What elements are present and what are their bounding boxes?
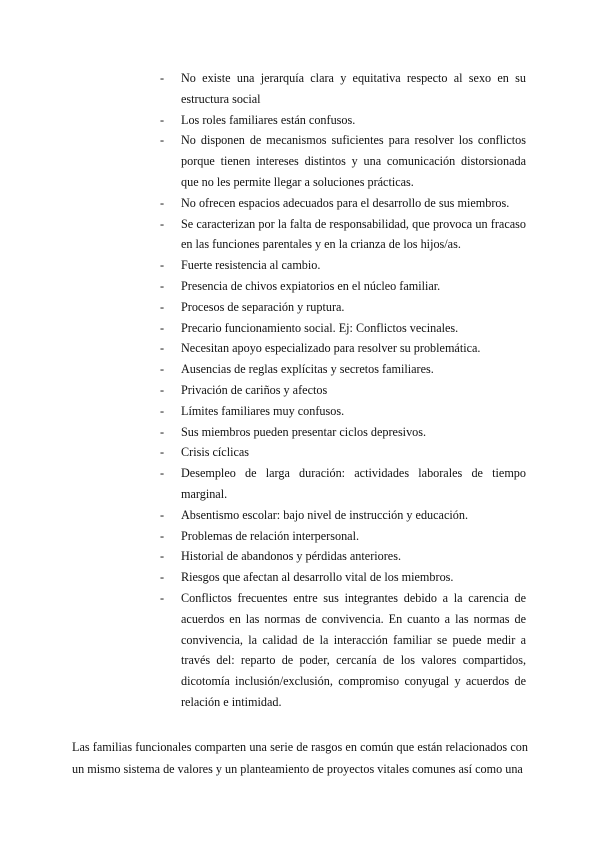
list-item (160, 318, 526, 339)
bullet-dash: - (160, 528, 165, 543)
list-item-text: Privación de cariños y afectos (181, 382, 328, 397)
bullet-dash: - (160, 362, 165, 377)
list-item (160, 588, 526, 713)
bullet-dash: - (160, 278, 165, 293)
bullet-dash: - (160, 570, 165, 585)
list-item-text: Procesos de separación y ruptura. (181, 299, 345, 314)
list-item (160, 110, 526, 131)
list-item-text: Conflictos frecuentes entre sus integrantes debido a la carencia de acuerdos en las normas de convivencia. En cuanto a las normas de convivencia, la calidad de la interacción familiar se puede medir a través del: reparto de poder, cercanía de los valores compartidos, dicotomía inclusión/exclusión, compromiso conyugal y acuerdos de relación e intimidad. (181, 590, 526, 709)
list-item (160, 359, 526, 380)
list-item (160, 276, 526, 297)
list-item-text: No disponen de mecanismos suficientes para resolver los conflictos porque tienen intereses distintos y una comunicación distorsionada que no les permite llegar a soluciones prácticas. (181, 133, 526, 189)
bullet-dash: - (160, 403, 165, 418)
list-item-text: Historial de abandonos y pérdidas anteriores. (181, 549, 401, 564)
list-item (160, 505, 526, 526)
bullet-dash: - (160, 71, 165, 85)
bullet-dash: - (160, 133, 165, 148)
list-item-text: Los roles familiares están confusos. (181, 112, 356, 127)
list-item (160, 463, 526, 505)
list-item-text: No existe una jerarquía clara y equitativa respecto al sexo en su estructura social (181, 71, 526, 106)
list-item (160, 422, 526, 443)
list-item (160, 567, 526, 588)
list-item (160, 214, 526, 256)
list-item-text: Crisis cíclicas (181, 445, 250, 460)
list-item (160, 255, 526, 276)
list-item-text: Problemas de relación interpersonal. (181, 528, 360, 543)
bullet-dash: - (160, 445, 165, 460)
bullet-dash: - (160, 590, 165, 605)
list-item (160, 68, 526, 110)
bullet-dash: - (160, 195, 165, 210)
list-item-text: Límites familiares muy confusos. (181, 403, 345, 418)
list-item (160, 401, 526, 422)
list-item (160, 338, 526, 359)
list-item-text: No ofrecen espacios adecuados para el desarrollo de sus miembros. (181, 195, 510, 210)
bullet-dash: - (160, 424, 165, 439)
list-item-text: Presencia de chivos expiatorios en el núcleo familiar. (181, 278, 441, 293)
list-item-text: Se caracterizan por la falta de responsabilidad, que provoca un fracaso en las funciones parentales y en la crianza de los hijos/as. (181, 216, 526, 252)
bullet-dash: - (160, 382, 165, 397)
list-item-text: Precario funcionamiento social. Ej: Conflictos vecinales. (181, 320, 459, 335)
list-item (160, 526, 526, 547)
list-item (160, 130, 526, 192)
bullet-dash: - (160, 507, 165, 522)
list-item (160, 193, 526, 214)
list-item-text: Fuerte resistencia al cambio. (181, 258, 321, 273)
list-item-text: Desempleo de larga duración: actividades laborales de tiempo marginal. (181, 466, 526, 501)
list-item-text: Sus miembros pueden presentar ciclos depresivos. (181, 424, 427, 439)
list-item (160, 442, 526, 463)
functional-families-paragraph: Las familias funcionales comparten una serie de rasgos en común que están relacionados con un mismo sistema de valores y un planteamiento de proyectos vitales comunes así como una (72, 740, 528, 776)
bullet-dash: - (160, 299, 165, 314)
bullet-dash: - (160, 112, 165, 127)
bullet-dash: - (160, 216, 165, 231)
list-item-text: Absentismo escolar: bajo nivel de instrucción y educación. (181, 507, 469, 522)
list-item-text: Necesitan apoyo especializado para resolver su problemática. (181, 341, 481, 356)
bullet-dash: - (160, 466, 165, 481)
bullet-dash: - (160, 258, 165, 273)
bullet-dash: - (160, 549, 165, 564)
bullet-dash: - (160, 341, 165, 356)
list-item (160, 380, 526, 401)
bullet-dash: - (160, 320, 165, 335)
list-item (160, 546, 526, 567)
list-item-text: Ausencias de reglas explícitas y secretos familiares. (181, 362, 434, 377)
dysfunctional-family-traits-list (160, 68, 526, 713)
list-item (160, 297, 526, 318)
list-item-text: Riesgos que afectan al desarrollo vital de los miembros. (181, 570, 454, 585)
